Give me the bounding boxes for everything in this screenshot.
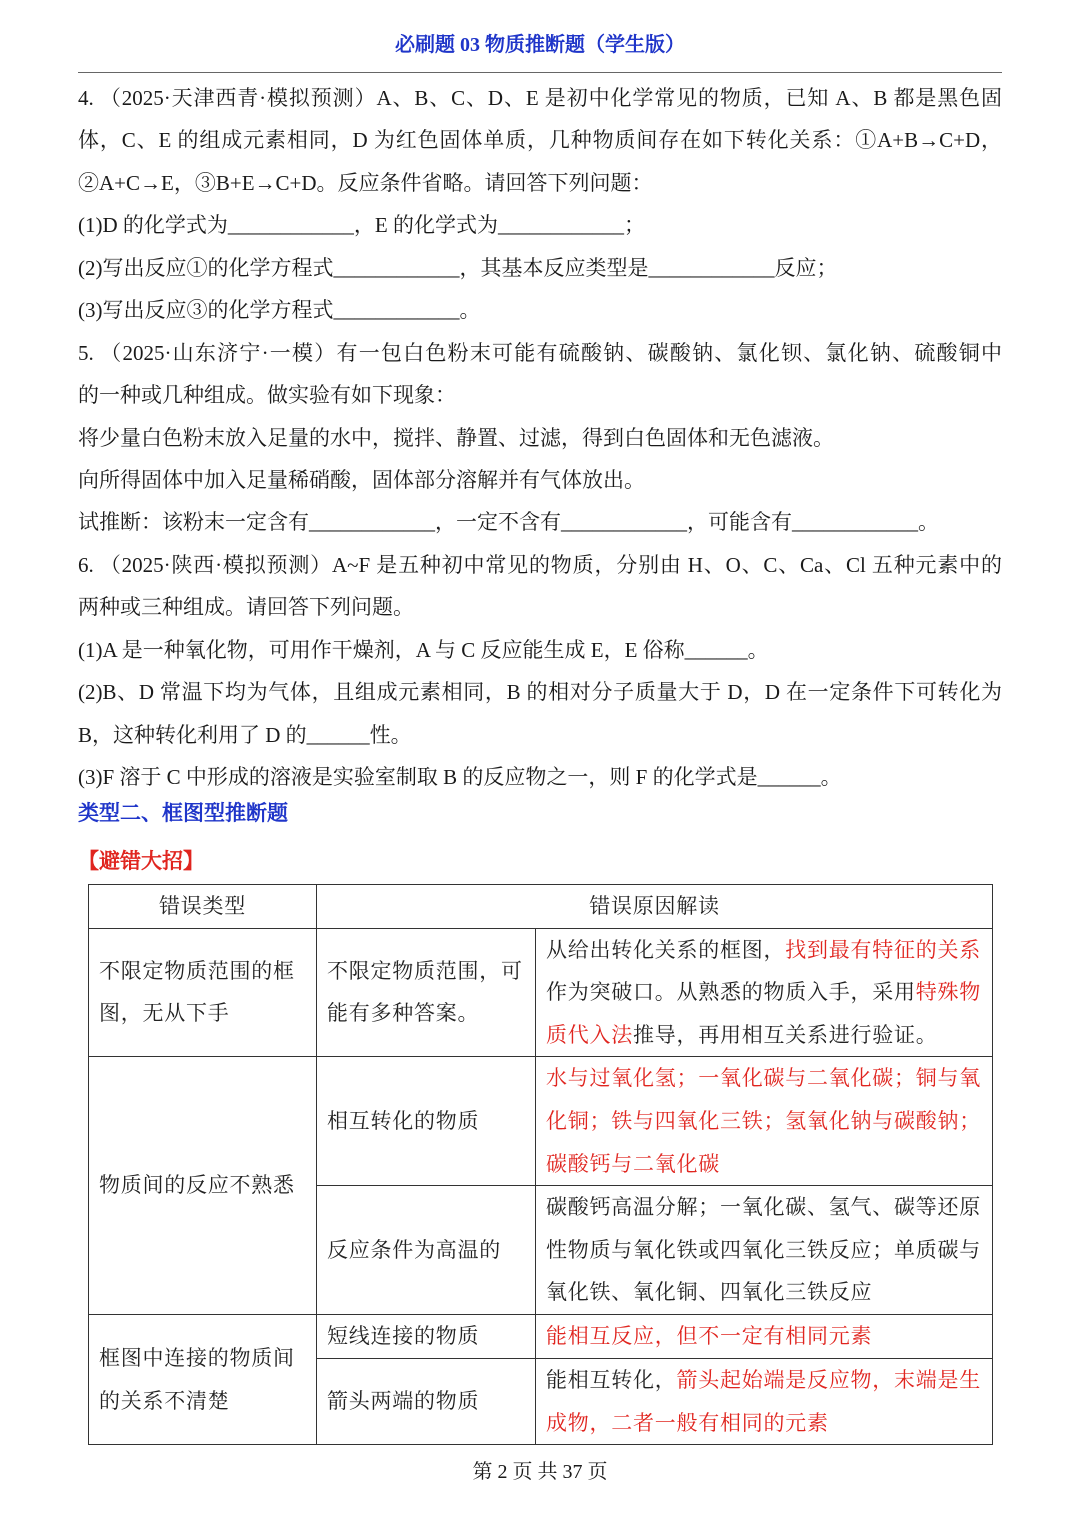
error-explain-cell [536, 1186, 993, 1315]
explain-text: 能相互转化， [546, 1367, 677, 1392]
error-type-cell: 框图中连接的物质间的关系不清楚 [89, 1314, 317, 1444]
explain-text: 推导，再用相互关系进行验证。 [633, 1022, 938, 1047]
question-6-line: 6. （2025·陕西·模拟预测）A~F 是五种初中常见的物质，分别由 H、O、C、Ca、Cl 五种元素中的 [78, 552, 1002, 577]
error-explain-cell [536, 1358, 993, 1444]
error-case-cell: 短线连接的物质 [317, 1314, 536, 1358]
question-5-observation: 向所得固体中加入足量稀硝酸，固体部分溶解并有气体放出。 [78, 467, 645, 492]
question-4-part-1: (1)D 的化学式为____________，E 的化学式为____________； [78, 213, 645, 238]
explain-text: 碳酸钙高温分解；一氧化碳、氢气、碳等还原性物质与氧化铁或四氧化三铁反应；单质碳与氧化铁、氧化铜、四氧化三铁反应 [546, 1195, 981, 1305]
explain-highlight: 箭头起始端是反应物，末端是生成物，二者一般有相同的元素 [546, 1367, 981, 1435]
tips-label: 【避错大招】 [78, 849, 204, 873]
question-5-line: 的一种或几种组成。做实验有如下现象： [78, 383, 456, 408]
question-4-line: 4. （2025·天津西青·模拟预测）A、B、C、D、E 是初中化学常见的物质，已知 A、B 都是黑色固 [78, 86, 1002, 110]
column-header-error-reason: 错误原因解读 [317, 885, 993, 929]
question-4-part-3: (3)写出反应③的化学方程式____________。 [78, 298, 481, 323]
question-4-line: 体，C、E 的组成元素相同，D 为红色固体单质，几种物质间存在如下转化关系：①A+B→C+D， [78, 128, 1002, 153]
header-divider [78, 72, 1002, 73]
column-header-error-type: 错误类型 [89, 885, 317, 929]
page-title: 必刷题 03 物质推断题（学生版） [395, 34, 685, 56]
question-6-part-3: (3)F 溶于 C 中形成的溶液是实验室制取 B 的反应物之一，则 F 的化学式是______。 [78, 765, 842, 789]
table-row [89, 1314, 993, 1358]
error-case-cell: 反应条件为高温的 [317, 1186, 536, 1315]
error-case-cell: 不限定物质范围，可能有多种答案。 [317, 928, 536, 1057]
question-4-line: ②A+C→E，③B+E→C+D。反应条件省略。请回答下列问题： [78, 170, 653, 195]
explain-highlight: 找到最有特征的关系 [785, 937, 981, 962]
error-explain-cell [536, 928, 993, 1057]
error-explain-cell [536, 1057, 993, 1186]
error-tips-table [88, 884, 993, 1445]
question-6-part-2: (2)B、D 常温下均为气体，且组成元素相同，B 的相对分子质量大于 D，D 在一定条件下可转化为 [78, 680, 1002, 705]
explain-highlight: 水与过氧化氢；一氧化碳与二氧化碳；铜与氧化铜；铁与四氧化三铁；氢氧化钠与碳酸钠；碳酸钙与二氧化碳 [546, 1066, 981, 1176]
question-5-observation: 将少量白色粉末放入足量的水中，搅拌、静置、过滤，得到白色固体和无色滤液。 [78, 425, 834, 450]
question-5-line: 5. （2025·山东济宁·一模）有一包白色粉末可能有硫酸钠、碳酸钠、氯化钡、氯化钠、硫酸铜中 [78, 340, 1002, 365]
questions-body [78, 77, 1002, 798]
explain-text: 作为突破口。从熟悉的物质入手，采用 [546, 980, 916, 1005]
error-type-cell: 不限定物质范围的框图，无从下手 [89, 928, 317, 1057]
question-4-part-2: (2)写出反应①的化学方程式____________，其基本反应类型是____________反应； [78, 255, 838, 280]
error-case-cell: 箭头两端的物质 [317, 1358, 536, 1444]
table-row [89, 928, 993, 1057]
error-type-cell: 物质间的反应不熟悉 [89, 1057, 317, 1315]
table-row [89, 1057, 993, 1186]
question-6-line: 两种或三种组成。请回答下列问题。 [78, 595, 414, 620]
explain-highlight: 特殊物质代入法 [546, 980, 981, 1047]
error-case-cell: 相互转化的物质 [317, 1057, 536, 1186]
question-6-part-1: (1)A 是一种氧化物，可用作干燥剂，A 与 C 反应能生成 E，E 俗称______。 [78, 637, 769, 662]
table-header-row [89, 885, 993, 929]
error-explain-cell [536, 1314, 993, 1358]
question-5-prompt: 试推断：该粉末一定含有____________，一定不含有____________，可能含有____________。 [78, 510, 939, 535]
question-6-part-2: B，这种转化利用了 D 的______性。 [78, 722, 412, 747]
page-number: 第 2 页 共 37 页 [472, 1461, 608, 1483]
explain-text: 从给出转化关系的框图， [546, 937, 786, 962]
explain-highlight: 能相互反应，但不一定有相同元素 [546, 1324, 873, 1349]
section-heading: 类型二、框图型推断题 [78, 801, 288, 825]
